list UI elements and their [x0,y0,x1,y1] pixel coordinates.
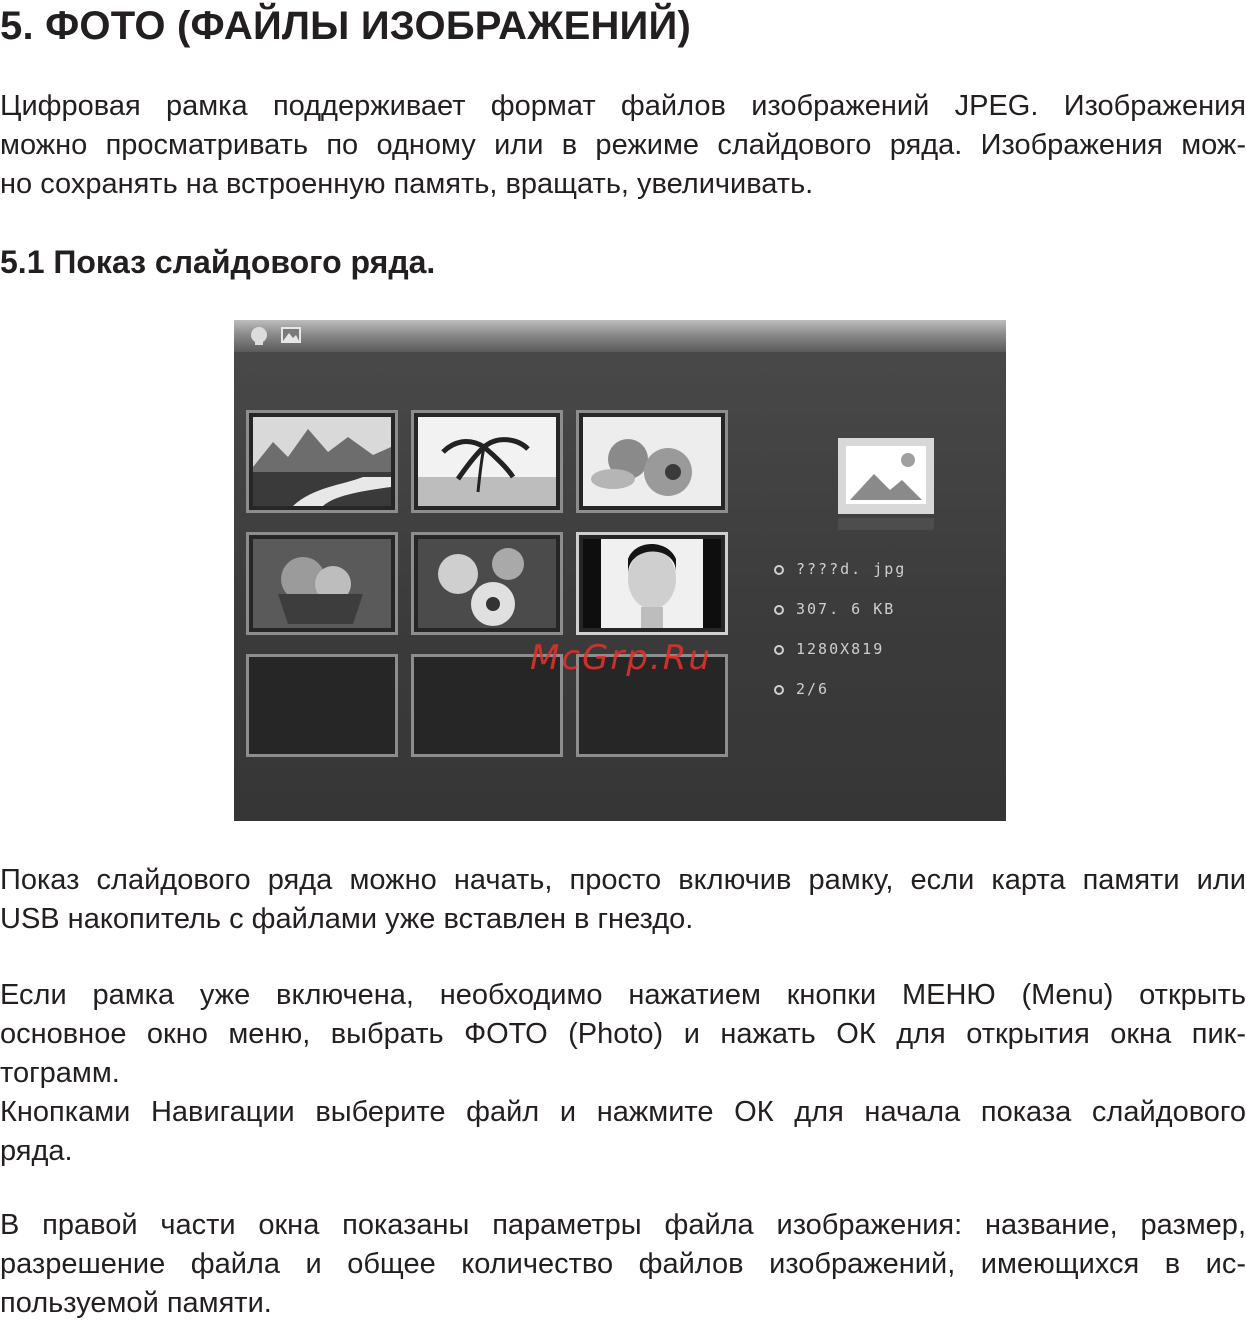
intro-line: Цифровая рамка поддерживает формат файлов изображений JPEG. Изображения [0,90,1246,122]
thumbnail-flowers[interactable] [411,532,563,635]
bullet-icon [774,605,784,615]
file-resolution-row [774,640,884,664]
file-info-description-paragraph [0,1206,1246,1323]
file-index: 2/6 [796,680,830,698]
thumbnail-palm-beach[interactable] [411,410,563,513]
thumbnail-fruit-basket[interactable] [246,532,398,635]
watermark: McGrp.Ru [530,638,712,678]
flowers-image [418,539,556,628]
landscape-image [253,417,391,506]
text-line: USB накопитель с файлами уже вставлен в гнездо. [0,903,694,935]
intro-paragraph [0,87,1246,204]
file-index-row [774,680,829,704]
text-line: В правой части окна показаны параметры файла изображения: название, размер, [0,1209,1246,1241]
thumbnail-landscape[interactable] [246,410,398,513]
photo-mode-icon [280,324,302,346]
section-heading: 5. ФОТО (ФАЙЛЫ ИЗОБРАЖЕНИЙ) [0,4,691,48]
palm-beach-image [418,417,556,506]
menu-instructions-paragraph [0,976,1246,1171]
bullet-icon [774,565,784,575]
text-line: Если рамка уже включена, необходимо нажатием кнопки МЕНЮ (Menu) открыть [0,979,1246,1011]
text-line: Кнопками Навигации выберите файл и нажмите ОК для начала показа слайдового [0,1096,1246,1128]
file-name-row [774,560,906,584]
intro-line: но сохранять на встроенную память, вращать, увеличивать. [0,168,814,200]
picture-icon [838,438,934,534]
slideshow-start-paragraph [0,861,1246,939]
file-resolution: 1280X819 [796,640,885,658]
thumbnail-peaches[interactable] [576,410,728,513]
fruit-basket-image [253,539,391,628]
text-line: тограмм. [0,1057,120,1089]
photo-frame-screenshot [234,320,1006,821]
file-size-row [774,600,895,624]
intro-line: можно просматривать по одному или в режиме слайдового ряда. Изображения мож- [0,129,1246,161]
portrait-image [583,539,721,628]
bullet-icon [774,685,784,695]
text-line: Показ слайдового ряда можно начать, просто включив рамку, если карта памяти или [0,864,1246,896]
text-line: ряда. [0,1135,73,1167]
screen-top-bar [234,320,1006,352]
subsection-heading: 5.1 Показ слайдового ряда. [0,244,436,280]
text-line: разрешение файла и общее количество файлов изображений, имеющихся в ис- [0,1248,1246,1280]
card-icon [248,324,270,346]
thumbnail-empty[interactable] [246,654,398,757]
peaches-image [583,417,721,506]
thumbnail-portrait[interactable] [576,532,728,635]
file-size: 307. 6 KB [796,600,896,618]
file-name: ????d. jpg [796,560,907,578]
text-line: основное окно меню, выбрать ФОТО (Photo) и нажать ОК для открытия окна пик- [0,1018,1246,1050]
text-line: пользуемой памяти. [0,1287,272,1319]
bullet-icon [774,645,784,655]
